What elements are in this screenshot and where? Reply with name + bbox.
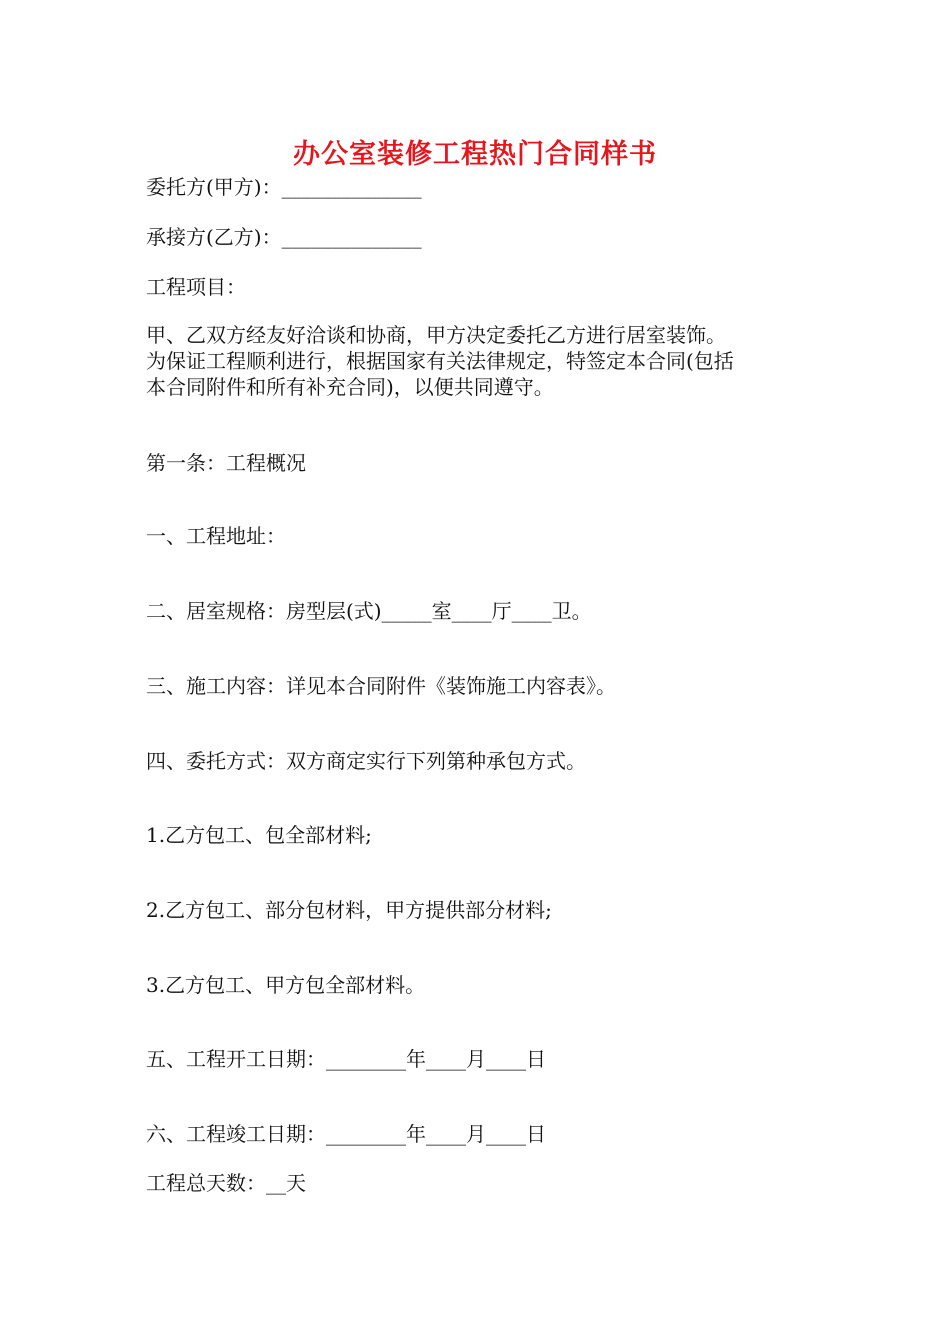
start-date-line: 五、工程开工日期：________年____月____日 xyxy=(146,1047,546,1071)
document-title: 办公室装修工程热门合同样书 xyxy=(293,139,657,170)
project-address-line: 一、工程地址： xyxy=(146,524,286,548)
article-1-heading: 第一条：工程概况 xyxy=(146,451,306,475)
room-spec-line: 二、居室规格：房型层(式)_____室____厅____卫。 xyxy=(146,599,592,623)
project-line: 工程项目： xyxy=(146,275,246,299)
intro-line: 为保证工程顺利进行，根据国家有关法律规定，特签定本合同(包括 xyxy=(146,349,734,373)
commission-method-line: 四、委托方式：双方商定实行下列第种承包方式。 xyxy=(146,749,586,773)
option-1-line: 1.乙方包工、包全部材料; xyxy=(146,823,372,847)
client-field-line: 委托方(甲方)：______________ xyxy=(146,175,422,199)
total-days-line: 工程总天数：__天 xyxy=(146,1171,306,1195)
construction-content-line: 三、施工内容：详见本合同附件《装饰施工内容表》。 xyxy=(146,674,616,698)
completion-date-line: 六、工程竣工日期：________年____月____日 xyxy=(146,1122,546,1146)
contractor-field-line: 承接方(乙方)：______________ xyxy=(146,225,422,249)
option-3-line: 3.乙方包工、甲方包全部材料。 xyxy=(146,973,426,997)
intro-line: 本合同附件和所有补充合同)，以便共同遵守。 xyxy=(146,375,554,399)
intro-line: 甲、乙双方经友好洽谈和协商，甲方决定委托乙方进行居室装饰。 xyxy=(146,323,726,347)
option-2-line: 2.乙方包工、部分包材料，甲方提供部分材料; xyxy=(146,898,552,922)
intro-paragraph xyxy=(146,322,816,400)
